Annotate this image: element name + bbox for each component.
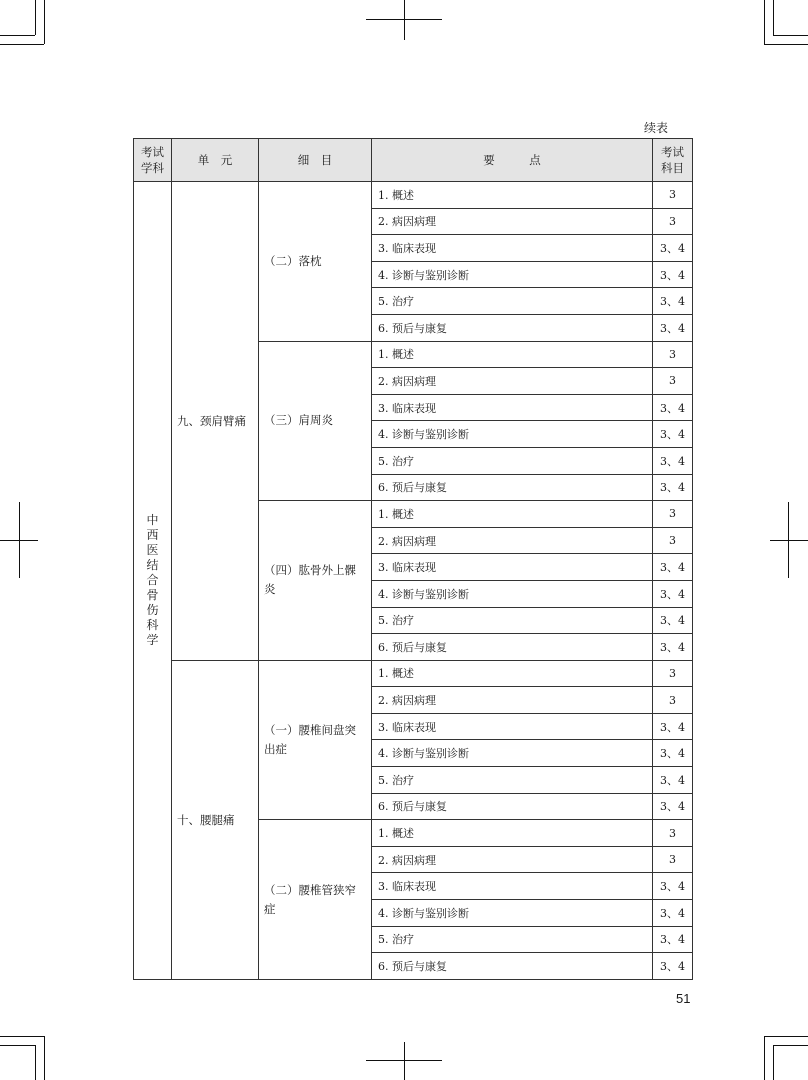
- exam-subject-cell: 3: [653, 527, 693, 554]
- continuation-label: 续表: [643, 121, 668, 135]
- point-cell: 3. 临床表现: [372, 235, 653, 262]
- point-cell: 5. 治疗: [372, 447, 653, 474]
- exam-subject-cell: 3: [653, 820, 693, 847]
- exam-subject-cell: 3: [653, 846, 693, 873]
- point-cell: 1. 概述: [372, 341, 653, 368]
- point-cell: 1. 概述: [372, 660, 653, 687]
- subject-label: 中西医结合骨伤科学: [146, 512, 159, 647]
- exam-subject-cell: 3、4: [653, 261, 693, 288]
- point-cell: 5. 治疗: [372, 607, 653, 634]
- point-cell: 5. 治疗: [372, 926, 653, 953]
- point-cell: 6. 预后与康复: [372, 953, 653, 980]
- point-cell: 1. 概述: [372, 501, 653, 528]
- point-cell: 5. 治疗: [372, 288, 653, 315]
- exam-subject-cell: 3、4: [653, 767, 693, 794]
- exam-subject-cell: 3、4: [653, 474, 693, 501]
- exam-subject-cell: 3、4: [653, 926, 693, 953]
- exam-subject-cell: 3、4: [653, 580, 693, 607]
- exam-subject-cell: 3: [653, 660, 693, 687]
- detail-cell: （三）肩周炎: [259, 341, 372, 501]
- table-row: [134, 182, 693, 209]
- exam-subject-cell: 3、4: [653, 634, 693, 661]
- detail-cell: （四）肱骨外上髁炎: [259, 501, 372, 661]
- exam-subject-cell: 3: [653, 341, 693, 368]
- point-cell: 6. 预后与康复: [372, 793, 653, 820]
- point-cell: 6. 预后与康复: [372, 634, 653, 661]
- point-cell: 4. 诊断与鉴别诊断: [372, 740, 653, 767]
- page-number: 51: [676, 991, 691, 1006]
- exam-subject-cell: 3: [653, 182, 693, 209]
- point-cell: 2. 病因病理: [372, 846, 653, 873]
- point-cell: 6. 预后与康复: [372, 314, 653, 341]
- exam-subject-cell: 3: [653, 501, 693, 528]
- exam-subject-cell: 3、4: [653, 394, 693, 421]
- exam-subject-cell: 3、4: [653, 314, 693, 341]
- exam-subject-cell: 3、4: [653, 288, 693, 315]
- point-cell: 1. 概述: [372, 182, 653, 209]
- exam-subject-cell: 3、4: [653, 793, 693, 820]
- point-cell: 2. 病因病理: [372, 527, 653, 554]
- table-header-row: [134, 139, 693, 182]
- detail-cell: （二）落枕: [259, 182, 372, 342]
- exam-subject-cell: 3、4: [653, 713, 693, 740]
- point-cell: 2. 病因病理: [372, 687, 653, 714]
- exam-subject-cell: 3、4: [653, 900, 693, 927]
- point-cell: 2. 病因病理: [372, 208, 653, 235]
- point-cell: 3. 临床表现: [372, 394, 653, 421]
- header-point: 要 点: [372, 139, 653, 182]
- detail-cell: （一）腰椎间盘突出症: [259, 660, 372, 820]
- unit-cell: 十、腰腿痛: [172, 660, 259, 979]
- syllabus-table: [133, 138, 693, 980]
- point-cell: 4. 诊断与鉴别诊断: [372, 261, 653, 288]
- exam-subject-cell: 3: [653, 368, 693, 395]
- exam-subject-cell: 3、4: [653, 235, 693, 262]
- point-cell: 2. 病因病理: [372, 368, 653, 395]
- table-body: [134, 182, 693, 980]
- header-unit: 单 元: [172, 139, 259, 182]
- unit-cell: 九、颈肩臂痛: [172, 182, 259, 661]
- detail-cell: （二）腰椎管狭窄症: [259, 820, 372, 980]
- subject-cell: [134, 182, 172, 980]
- point-cell: 4. 诊断与鉴别诊断: [372, 421, 653, 448]
- exam-subject-cell: 3: [653, 687, 693, 714]
- point-cell: 4. 诊断与鉴别诊断: [372, 580, 653, 607]
- point-cell: 3. 临床表现: [372, 713, 653, 740]
- header-exam: 考试 科目: [653, 139, 693, 182]
- header-detail: 细 目: [259, 139, 372, 182]
- exam-subject-cell: 3、4: [653, 607, 693, 634]
- exam-subject-cell: 3、4: [653, 421, 693, 448]
- exam-subject-cell: 3、4: [653, 953, 693, 980]
- point-cell: 3. 临床表现: [372, 873, 653, 900]
- exam-subject-cell: 3、4: [653, 554, 693, 581]
- table-row: [134, 660, 693, 687]
- point-cell: 6. 预后与康复: [372, 474, 653, 501]
- exam-subject-cell: 3: [653, 208, 693, 235]
- point-cell: 5. 治疗: [372, 767, 653, 794]
- point-cell: 1. 概述: [372, 820, 653, 847]
- exam-subject-cell: 3、4: [653, 740, 693, 767]
- point-cell: 3. 临床表现: [372, 554, 653, 581]
- exam-subject-cell: 3、4: [653, 873, 693, 900]
- header-subject: 考试 学科: [134, 139, 172, 182]
- exam-subject-cell: 3、4: [653, 447, 693, 474]
- point-cell: 4. 诊断与鉴别诊断: [372, 900, 653, 927]
